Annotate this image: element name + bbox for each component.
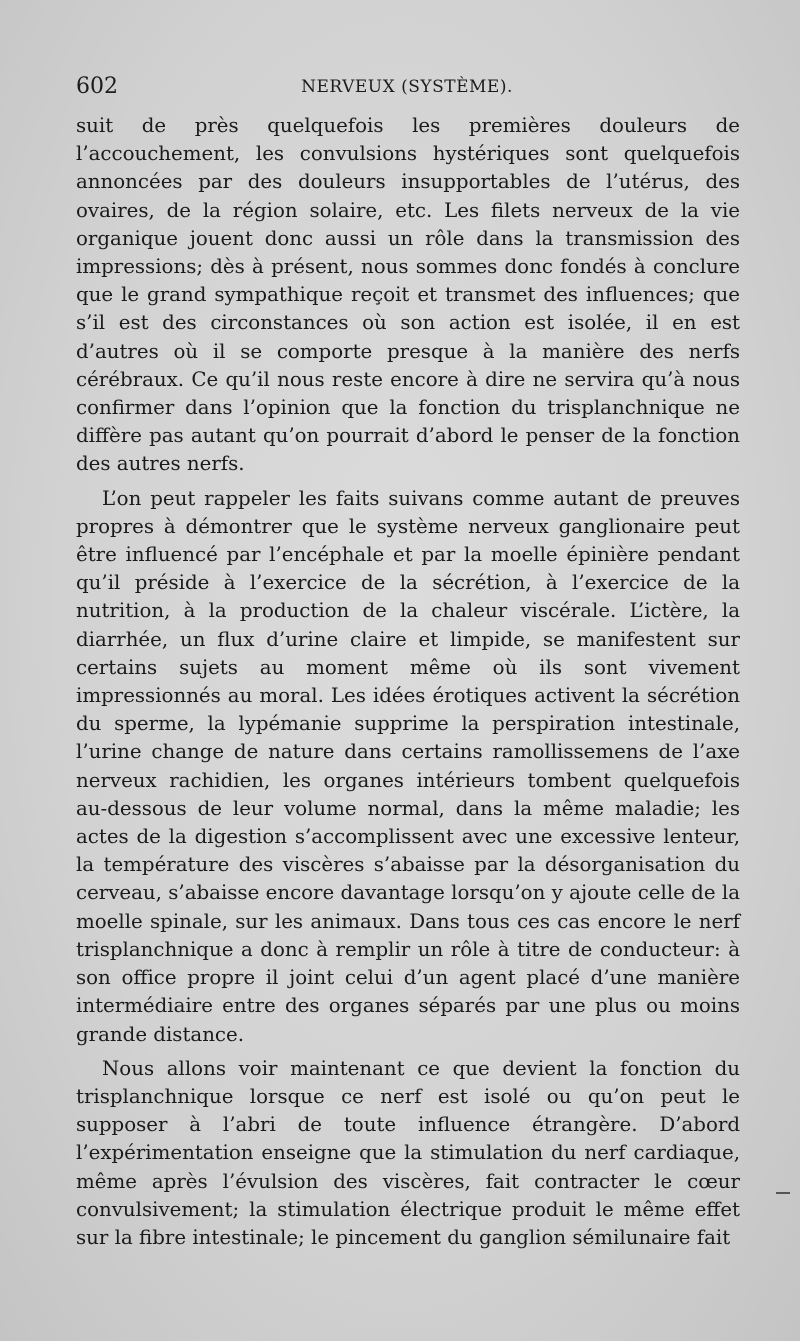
margin-mark: [776, 1192, 790, 1194]
paragraph: L’on peut rappeler les faits suivans comme autant de preuves propres à démontrer que le système nerveux ganglionaire peut être influencé par l’encéphale et par la moelle épinière pendant qu’il préside à l’exercice de la sécrétion, à l’exercice de la nutrition, à la production de la chaleur viscérale. L’ictère, la diarrhée, un flux d’urine claire et limpide, se manifestent sur certains sujets au moment même où ils sont vivement impressionnés au moral. Les idées érotiques activent la sécrétion du sperme, la lypémanie supprime la perspiration intestinale, l’urine change de nature dans certains ramollissemens de l’axe nerveux rachidien, les organes intérieurs tombent quelquefois au-dessous de leur volume normal, dans la même maladie; les actes de la digestion s’accomplissent avec une excessive lenteur, la température des viscères s’abaisse par la désorganisation du cerveau, s’abaisse encore davantage lorsqu’on y ajoute celle de la moelle spinale, sur les animaux. Dans tous ces cas encore le nerf trisplanchnique a donc à remplir un rôle à titre de conducteur: à son office propre il joint celui d’un agent placé d’une manière intermédiaire entre des organes séparés par une plus ou moins grande distance.: [76, 486, 740, 1046]
body-text: [76, 112, 740, 1252]
paragraph: Nous allons voir maintenant ce que devient la fonction du trisplanchnique lorsque ce nerf est isolé ou qu’on peut le supposer à l’abri de toute influence étrangère. D’abord l’expérimentation enseigne que la stimulation du nerf cardiaque, même après l’évulsion des viscères, fait contracter le cœur convulsivement; la stimulation électrique produit le même effet sur la fibre intestinale; le pincement du ganglion sémilunaire fait: [76, 1056, 740, 1249]
paragraph-continued: suit de près quelquefois les premières douleurs de l’accouchement, les convulsions hystériques sont quelquefois annoncées par des douleurs insupportables de l’utérus, des ovaires, de la région solaire, etc. Les filets nerveux de la vie organique jouent donc aussi un rôle dans la transmission des impressions; dès à présent, nous sommes donc fondés à conclure que le grand sympathique reçoit et transmet des influences; que s’il est des circonstances où son action est isolée, il en est d’autres où il se comporte presque à la manière des nerfs cérébraux. Ce qu’il nous reste encore à dire ne servira qu’à nous confirmer dans l’opinion que la fonction du trisplanchnique ne diffère pas autant qu’on pourrait d’abord le penser de la fonction des autres nerfs.: [76, 114, 740, 476]
running-title: NERVEUX (SYSTÈME).: [301, 77, 513, 97]
page-number: 602: [76, 74, 118, 99]
page-header: [76, 74, 738, 106]
